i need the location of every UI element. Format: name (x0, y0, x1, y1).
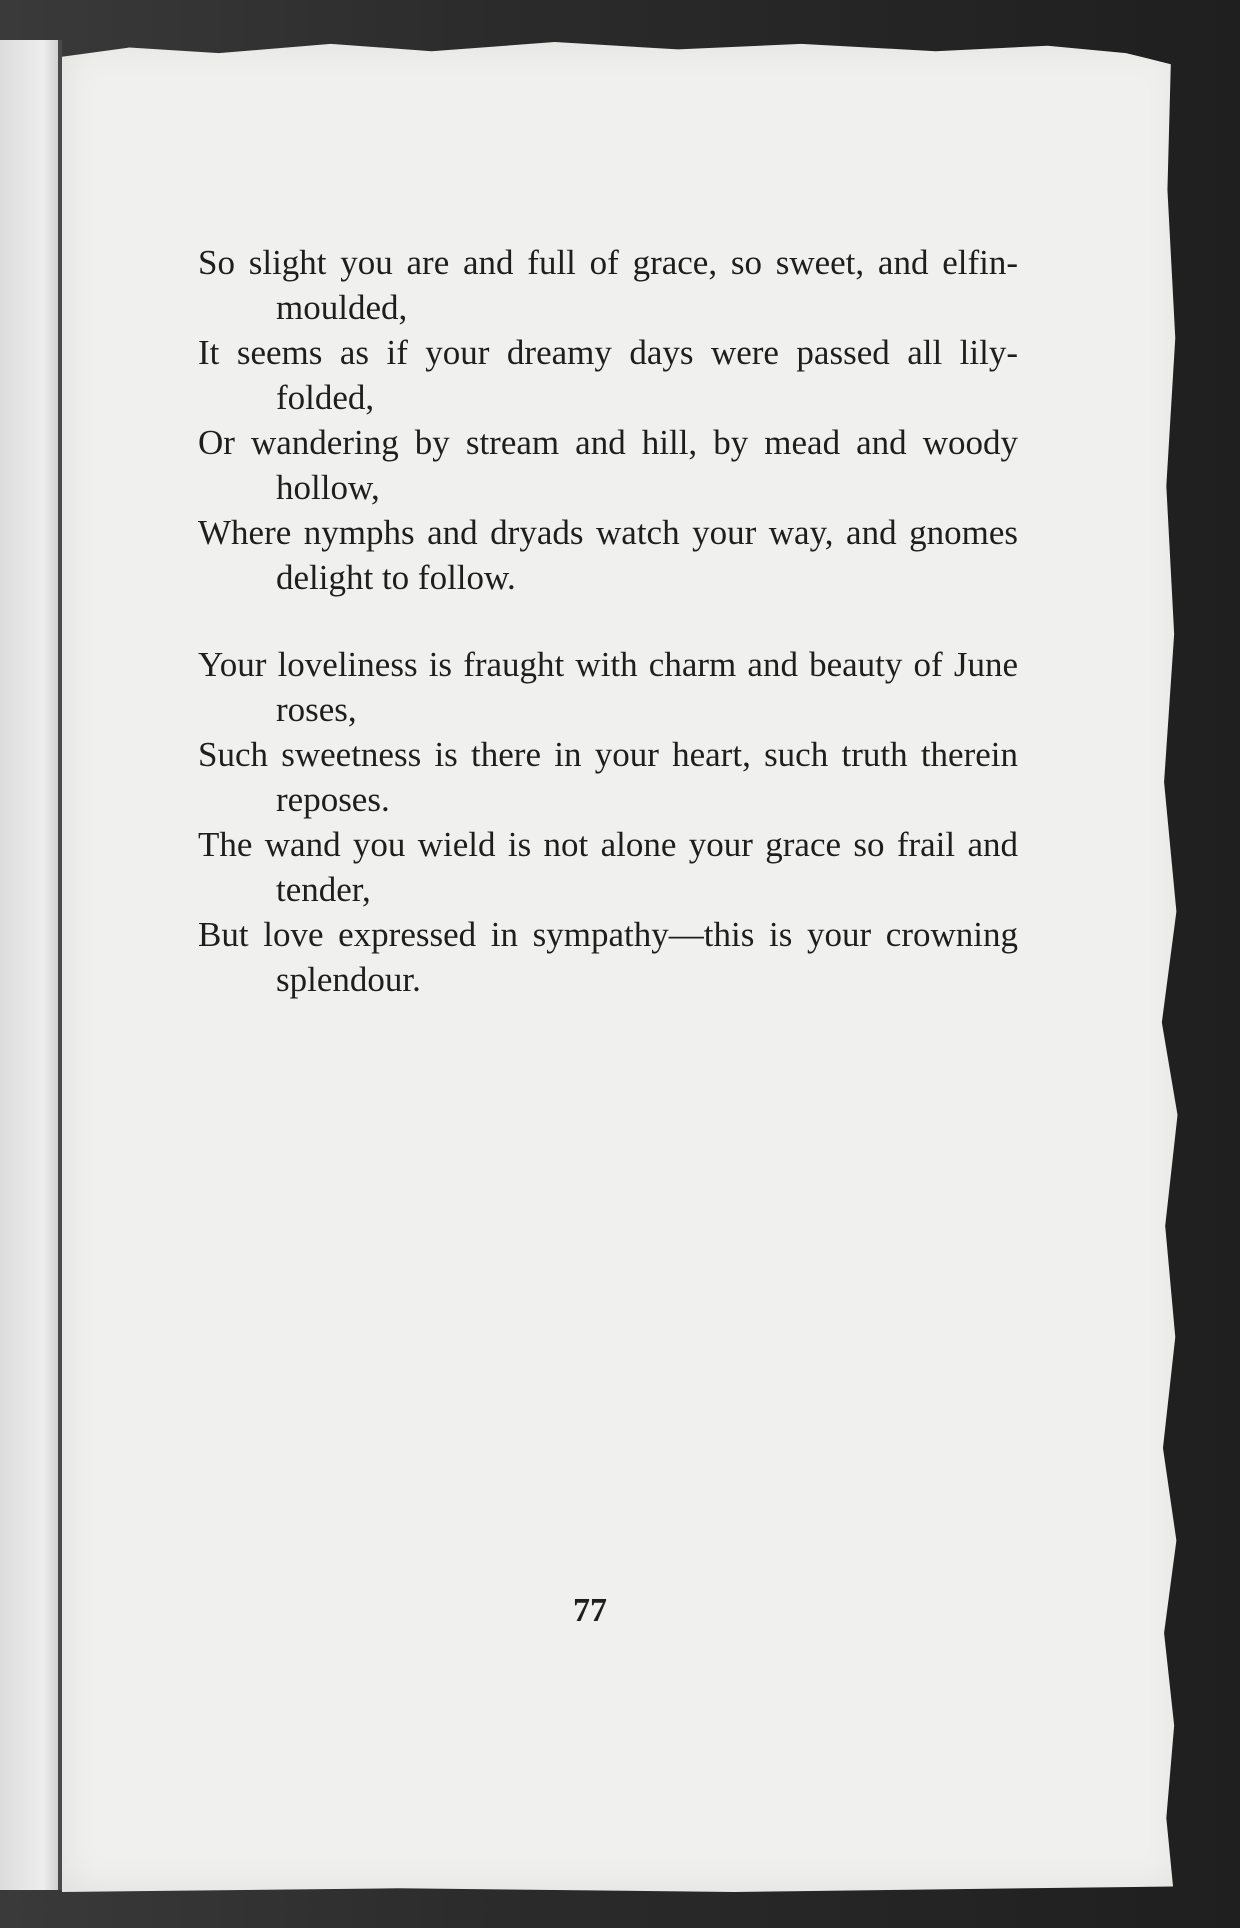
poem-line: So slight you are and full of grace, so sweet, and elfin-moulded, (198, 243, 1018, 327)
poem-line: Your loveliness is fraught with charm and beauty of June roses, (198, 645, 1018, 729)
stanza-1 (198, 240, 1018, 600)
poem-line: It seems as if your dreamy days were passed all lily-folded, (198, 333, 1018, 417)
page-number: 77 (573, 1592, 607, 1629)
poem-line: Or wandering by stream and hill, by mead and woody hollow, (198, 423, 1018, 507)
poem-line: Such sweetness is there in your heart, such truth therein reposes. (198, 735, 1018, 819)
stanza-2 (198, 642, 1018, 1002)
poem (198, 240, 1018, 1044)
poem-line: The wand you wield is not alone your grace so frail and tender, (198, 825, 1018, 909)
poem-line: Where nymphs and dryads watch your way, and gnomes delight to follow. (198, 513, 1018, 597)
poem-line: But love expressed in sympathy—this is your crowning splendour. (198, 915, 1018, 999)
